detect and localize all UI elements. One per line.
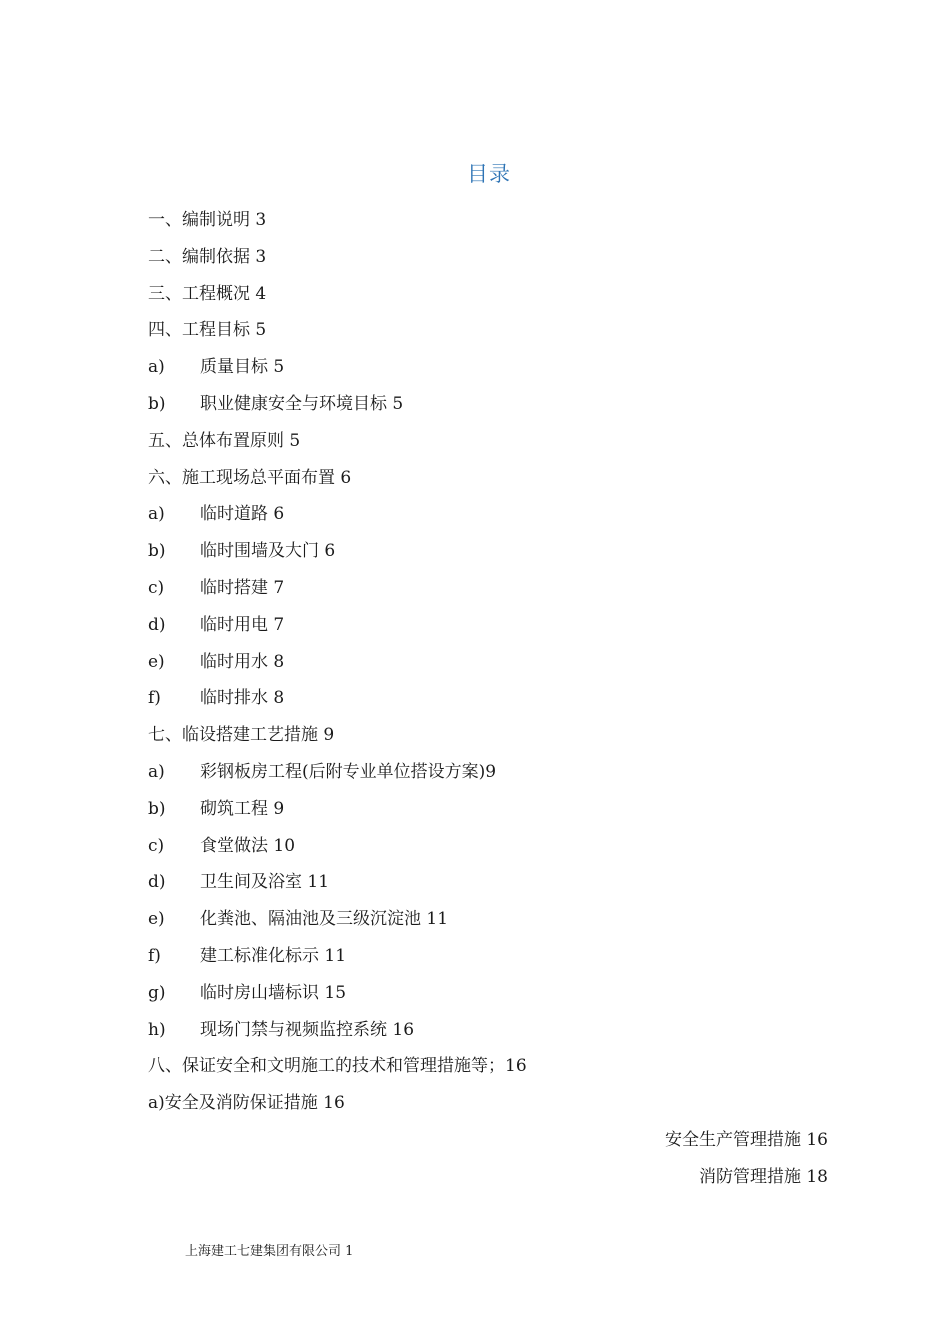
toc-entry-marker: h): [148, 1019, 166, 1040]
toc-entry[interactable]: [0, 901, 950, 938]
toc-entry[interactable]: [0, 312, 950, 349]
toc-entry-label: 二、编制依据 3: [148, 246, 267, 267]
toc-entry[interactable]: [0, 680, 950, 717]
toc-entry-marker: a): [148, 504, 165, 525]
toc-entry-label: 安全生产管理措施 16: [664, 1129, 828, 1150]
toc-list: [0, 202, 950, 1196]
toc-entry-label: 化粪池、隔油池及三级沉淀池 11: [200, 909, 449, 930]
toc-entry-label: 五、总体布置原则 5: [148, 430, 301, 451]
toc-entry[interactable]: [0, 349, 950, 386]
toc-entry-marker: a): [148, 357, 165, 378]
toc-entry[interactable]: [0, 570, 950, 607]
toc-entry-marker: e): [148, 651, 165, 672]
toc-entry-label: 临时搭建 7: [200, 577, 285, 598]
toc-entry-marker: f): [148, 688, 161, 709]
toc-entry-label: 卫生间及浴室 11: [200, 872, 330, 893]
toc-entry-label: 临时用电 7: [200, 614, 285, 635]
toc-entry-label: 彩钢板房工程(后附专业单位搭设方案)9: [200, 761, 497, 782]
toc-entry[interactable]: [0, 460, 950, 497]
toc-entry-label: 临时用水 8: [200, 651, 285, 672]
toc-entry-label: 六、施工现场总平面布置 6: [148, 467, 352, 488]
toc-entry[interactable]: [0, 938, 950, 975]
toc-entry-label: 现场门禁与视频监控系统 16: [200, 1019, 415, 1040]
toc-entry-marker: d): [148, 614, 166, 635]
toc-entry[interactable]: [0, 644, 950, 681]
toc-entry-label: 八、保证安全和文明施工的技术和管理措施等；16: [148, 1056, 527, 1077]
toc-entry-label: 质量目标 5: [200, 357, 285, 378]
toc-entry-marker: d): [148, 872, 166, 893]
toc-entry-label: 七、临设搭建工艺措施 9: [148, 725, 335, 746]
toc-entry[interactable]: [0, 496, 950, 533]
toc-entry-label: 临时围墙及大门 6: [200, 541, 336, 562]
toc-entry[interactable]: [0, 828, 950, 865]
toc-entry-label: 砌筑工程 9: [200, 798, 285, 819]
toc-entry-label: 一、编制说明 3: [148, 210, 267, 230]
toc-entry[interactable]: [0, 276, 950, 313]
toc-entry[interactable]: [0, 533, 950, 570]
toc-entry[interactable]: [0, 607, 950, 644]
toc-entry-label: a)安全及消防保证措施 16: [148, 1093, 345, 1114]
toc-entry[interactable]: [0, 754, 950, 791]
toc-entry-label: 建工标准化标示 11: [200, 945, 347, 966]
toc-entry[interactable]: [0, 1122, 950, 1159]
toc-title: 目录: [467, 162, 511, 186]
toc-entry-marker: c): [148, 577, 165, 598]
page-footer: 上海建工七建集团有限公司 1: [185, 1244, 354, 1259]
toc-entry[interactable]: [0, 1012, 950, 1049]
toc-entry[interactable]: [0, 423, 950, 460]
toc-entry-marker: e): [148, 909, 165, 930]
toc-entry[interactable]: [0, 975, 950, 1012]
toc-entry-marker: f): [148, 945, 161, 966]
toc-entry-label: 食堂做法 10: [200, 835, 296, 856]
toc-entry-marker: a): [148, 761, 165, 782]
toc-entry[interactable]: [0, 1159, 950, 1196]
toc-entry-label: 消防管理措施 18: [698, 1166, 828, 1187]
toc-entry-label: 职业健康安全与环境目标 5: [200, 393, 404, 414]
toc-entry-marker: c): [148, 835, 165, 856]
toc-entry[interactable]: [0, 1048, 950, 1085]
toc-entry-marker: b): [148, 393, 166, 414]
toc-entry-label: 临时排水 8: [200, 688, 285, 709]
toc-entry-marker: g): [148, 982, 166, 1003]
toc-entry[interactable]: [0, 864, 950, 901]
toc-entry-label: 三、工程概况 4: [148, 283, 267, 304]
toc-entry[interactable]: [0, 717, 950, 754]
toc-entry-label: 四、工程目标 5: [148, 320, 267, 341]
toc-entry[interactable]: [0, 239, 950, 276]
toc-entry-label: 临时房山墙标识 15: [200, 982, 347, 1003]
toc-entry-label: 临时道路 6: [200, 504, 285, 525]
toc-entry[interactable]: [0, 791, 950, 828]
toc-entry-marker: b): [148, 541, 166, 562]
toc-entry[interactable]: [0, 386, 950, 423]
toc-entry-marker: b): [148, 798, 166, 819]
toc-entry[interactable]: [0, 202, 950, 239]
toc-entry[interactable]: [0, 1085, 950, 1122]
